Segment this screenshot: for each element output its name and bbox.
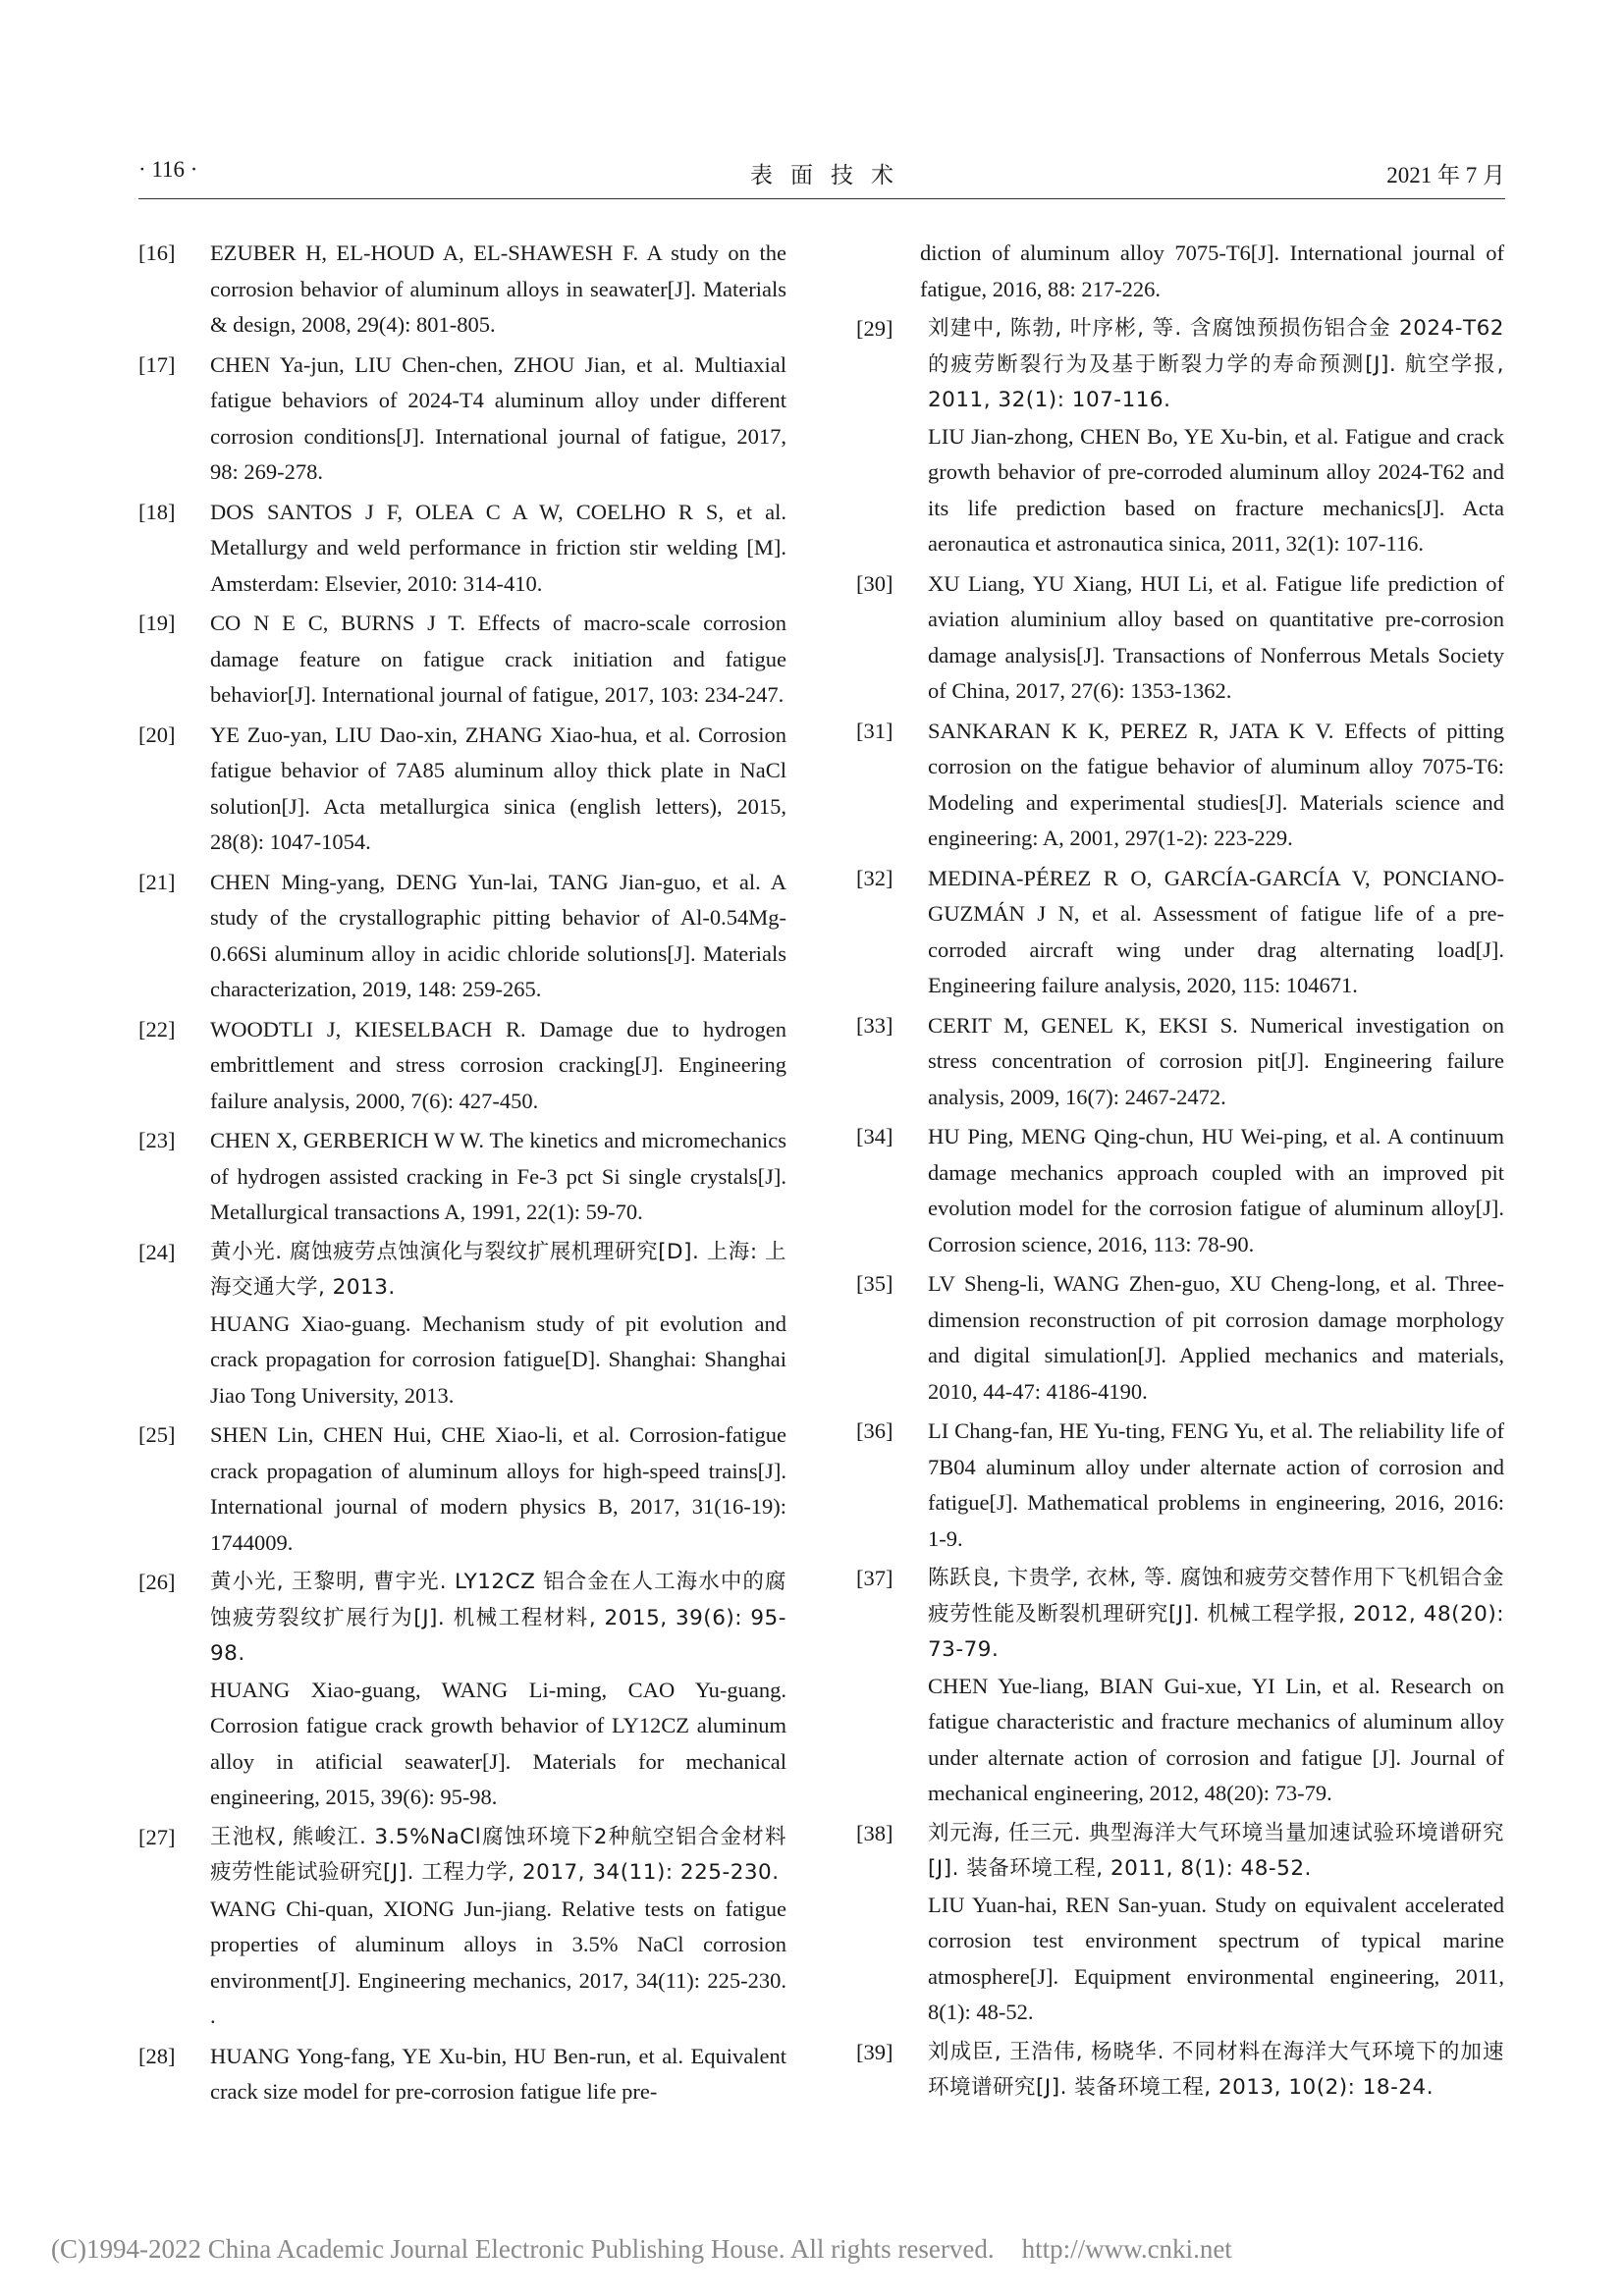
reference-text: LI Chang-fan, HE Yu-ting, FENG Yu, et al. The reliability life of 7B04 aluminum alloy under alternate action of corrosion and fatigue[J]. Mathematical problems in engineering, 2016, 2016: 1-9.: [928, 1418, 1504, 1551]
reference-entry: [138, 606, 786, 714]
reference-entry: [856, 1561, 1504, 1812]
reference-number: [19]: [138, 611, 176, 635]
reference-text: DOS SANTOS J F, OLEA C A W, COELHO R S, et al. Metallurgy and weld performance in friction stir welding [M]. Amsterdam: Elsevier, 2010: 314-410.: [210, 499, 786, 596]
reference-number: [36]: [856, 1418, 893, 1443]
reference-column-right: [856, 236, 1504, 2110]
copyright-notice: (C)1994-2022 China Academic Journal Electronic Publishing House. All rights reserved.: [51, 2234, 995, 2264]
reference-entry: [138, 1012, 786, 1120]
page-footer: [51, 2234, 1232, 2265]
reference-entry: [138, 1565, 786, 1816]
reference-entry: [138, 718, 786, 861]
reference-number: [22]: [138, 1016, 176, 1041]
reference-text-chinese: 黄小光. 腐蚀疲劳点蚀演化与裂纹扩展机理研究[D]. 上海: 上海交通大学, 2013.: [210, 1239, 786, 1300]
reference-text-chinese: 黄小光, 王黎明, 曹宇光. LY12CZ 铝合金在人工海水中的腐蚀疲劳裂纹扩展行为[J]. 机械工程材料, 2015, 39(6): 95-98.: [210, 1570, 786, 1666]
reference-number: [17]: [138, 351, 176, 377]
issue-date: 2021 年 7 月: [1386, 163, 1505, 187]
reference-number: [28]: [138, 2043, 176, 2068]
reference-entry: [856, 861, 1504, 1004]
reference-number: [24]: [138, 1239, 176, 1264]
reference-number: [18]: [138, 499, 176, 524]
reference-text: SANKARAN K K, PEREZ R, JATA K V. Effects of pitting corrosion on the fatigue behavior of aluminum alloy 7075-T6: Modeling and experimental studies[J]. Materials science and engineering: A, 2001, 297(1-2): 223-229.: [928, 718, 1504, 850]
reference-number: [35]: [856, 1271, 893, 1296]
reference-text: HUANG Xiao-guang. Mechanism study of pit evolution and crack propagation for corrosion fatigue[D]. Shanghai: Shanghai Jiao Tong University, 2013.: [210, 1310, 786, 1408]
reference-entry: [856, 1816, 1504, 2031]
reference-number: [20]: [138, 721, 176, 747]
reference-text: CHEN Ming-yang, DENG Yun-lai, TANG Jian-guo, et al. A study of the crystallographic pitting behavior of Al-0.54Mg-0.66Si aluminum alloy in acidic chloride solutions[J]. Materials characterization, 2019, 148: 259-265.: [210, 869, 786, 1001]
reference-entry: [138, 236, 786, 344]
reference-number: [39]: [856, 2039, 893, 2064]
reference-entry: [856, 311, 1504, 562]
reference-entry: [138, 1417, 786, 1561]
reference-entry: [138, 347, 786, 491]
reference-entry: [856, 1119, 1504, 1262]
page-header: [138, 157, 1505, 196]
reference-entry: [856, 236, 1504, 307]
reference-number: [34]: [856, 1124, 893, 1148]
reference-entry: [856, 714, 1504, 857]
reference-entry: [856, 1414, 1504, 1557]
reference-number: [32]: [856, 865, 893, 890]
reference-entry: [138, 1123, 786, 1231]
reference-number: [37]: [856, 1566, 893, 1590]
reference-text: CHEN Yue-liang, BIAN Gui-xue, YI Lin, et al. Research on fatigue characteristic and fracture mechanics of aluminum alloy under alternate action of corrosion and fatigue [J]. Journal of mechanical engineering, 2012, 48(20): 73-79.: [928, 1673, 1504, 1805]
reference-text-chinese: 刘元海, 任三元. 典型海洋大气环境当量加速试验环境谱研究[J]. 装备环境工程, 2011, 8(1): 48-52.: [928, 1820, 1504, 1881]
reference-text: SHEN Lin, CHEN Hui, CHE Xiao-li, et al. Corrosion-fatigue crack propagation of aluminum alloys for high-speed trains[J]. International journal of modern physics B, 2017, 31(16-19): 1744009.: [210, 1422, 786, 1555]
reference-number: [21]: [138, 869, 176, 894]
reference-text: CERIT M, GENEL K, EKSI S. Numerical investigation on stress concentration of corrosion pit[J]. Engineering failure analysis, 2009, 16(7): 2467-2472.: [928, 1012, 1504, 1109]
reference-entry: [856, 1008, 1504, 1116]
reference-text-chinese: 王池权, 熊峻江. 3.5%NaCl腐蚀环境下2种航空铝合金材料疲劳性能试验研究[J]. 工程力学, 2017, 34(11): 225-230.: [210, 1824, 786, 1885]
reference-number: [26]: [138, 1570, 176, 1594]
reference-text: CHEN Ya-jun, LIU Chen-chen, ZHOU Jian, et al. Multiaxial fatigue behaviors of 2024-T4 aluminum alloy under different corrosion conditions[J]. International journal of fatigue, 2017, 98: 269-278.: [210, 351, 786, 484]
reference-text: HUANG Xiao-guang, WANG Li-ming, CAO Yu-guang. Corrosion fatigue crack growth behavior of LY12CZ aluminum alloy in atificial seawater[J]. Materials for mechanical engineering, 2015, 39(6): 95-98.: [210, 1677, 786, 1809]
reference-entry: [138, 1820, 786, 2035]
reference-text: CHEN X, GERBERICH W W. The kinetics and micromechanics of hydrogen assisted cracking in Fe-3 pct Si single crystals[J]. Metallurgical transactions A, 1991, 22(1): 59-70.: [210, 1128, 786, 1224]
reference-text-chinese: 刘建中, 陈勃, 叶序彬, 等. 含腐蚀预损伤铝合金 2024-T62 的疲劳断裂行为及基于断裂力学的寿命预测[J]. 航空学报, 2011, 32(1): 107-116.: [928, 316, 1504, 412]
reference-text: LV Sheng-li, WANG Zhen-guo, XU Cheng-long, et al. Three-dimension reconstruction of pit corrosion damage morphology and digital simulation[J]. Applied mechanics and materials, 2010, 44-47: 4186-4190.: [928, 1271, 1504, 1404]
reference-number: [33]: [856, 1012, 893, 1038]
reference-number: [27]: [138, 1824, 176, 1849]
reference-number: [38]: [856, 1820, 893, 1845]
reference-number: [30]: [856, 570, 893, 596]
reference-text: WANG Chi-quan, XIONG Jun-jiang. Relative tests on fatigue properties of aluminum alloys in 3.5% NaCl corrosion environment[J]. Engineering mechanics, 2017, 34(11): 225-230. .: [210, 1896, 786, 2028]
reference-text: EZUBER H, EL-HOUD A, EL-SHAWESH F. A study on the corrosion behavior of aluminum alloys in seawater[J]. Materials & design, 2008, 29(4): 801-805.: [210, 240, 786, 337]
reference-text: LIU Yuan-hai, REN San-yuan. Study on equivalent accelerated corrosion test environment spectrum of typical marine atmosphere[J]. Equipment environmental engineering, 2011, 8(1): 48-52.: [928, 1892, 1504, 2024]
reference-text: YE Zuo-yan, LIU Dao-xin, ZHANG Xiao-hua, et al. Corrosion fatigue behavior of 7A85 aluminum alloy thick plate in NaCl solution[J]. Acta metallurgica sinica (english letters), 2015, 28(8): 1047-1054.: [210, 721, 786, 854]
reference-text: CO N E C, BURNS J T. Effects of macro-scale corrosion damage feature on fatigue crack initiation and fatigue behavior[J]. International journal of fatigue, 2017, 103: 234-247.: [210, 611, 786, 707]
reference-text: MEDINA-PÉREZ R O, GARCÍA-GARCÍA V, PONCIANO-GUZMÁN J N, et al. Assessment of fatigue life of a pre-corroded aircraft wing under drag alternating load[J]. Engineering failure analysis, 2020, 115: 104671.: [928, 865, 1504, 997]
reference-text: LIU Jian-zhong, CHEN Bo, YE Xu-bin, et al. Fatigue and crack growth behavior of pre-corroded aluminum alloy 2024-T62 and its life prediction based on fracture mechanics[J]. Acta aeronautica et astronautica sinica, 2011, 32(1): 107-116.: [928, 423, 1504, 556]
reference-number: [29]: [856, 316, 893, 341]
reference-text: WOODTLI J, KIESELBACH R. Damage due to hydrogen embrittlement and stress corrosion cracking[J]. Engineering failure analysis, 2000, 7(6): 427-450.: [210, 1016, 786, 1113]
reference-number: [31]: [856, 718, 893, 743]
reference-text: HUANG Yong-fang, YE Xu-bin, HU Ben-run, et al. Equivalent crack size model for pre-corrosion fatigue life pre-: [210, 2043, 786, 2104]
footer-url[interactable]: http://www.cnki.net: [1021, 2234, 1232, 2264]
reference-entry: [138, 495, 786, 603]
reference-number: [16]: [138, 240, 176, 265]
reference-text-chinese: 刘成臣, 王浩伟, 杨晓华. 不同材料在海洋大气环境下的加速环境谱研究[J]. 装备环境工程, 2013, 10(2): 18-24.: [928, 2039, 1504, 2100]
reference-text-chinese: 陈跃良, 卞贵学, 衣林, 等. 腐蚀和疲劳交替作用下飞机铝合金疲劳性能及断裂机理研究[J]. 机械工程学报, 2012, 48(20): 73-79.: [928, 1566, 1504, 1662]
reference-text: diction of aluminum alloy 7075-T6[J]. International journal of fatigue, 2016, 88: 217-226.: [920, 240, 1504, 301]
page-number: · 116 ·: [138, 157, 198, 182]
reference-entry: [138, 865, 786, 1008]
reference-number: [23]: [138, 1128, 176, 1152]
reference-entry: [138, 1235, 786, 1415]
reference-text: XU Liang, YU Xiang, HUI Li, et al. Fatigue life prediction of aviation aluminium alloy based on quantitative pre-corrosion damage analysis[J]. Transactions of Nonferrous Metals Society of China, 2017, 27(6): 1353-1362.: [928, 570, 1504, 703]
reference-entry: [856, 1266, 1504, 1410]
reference-entry: [138, 2039, 786, 2110]
reference-entry: [856, 566, 1504, 710]
reference-entry: [856, 2035, 1504, 2107]
journal-title: 表面技术: [750, 163, 911, 187]
header-divider: [138, 198, 1505, 199]
reference-text: HU Ping, MENG Qing-chun, HU Wei-ping, et al. A continuum damage mechanics approach coupled with an improved pit evolution model for the corrosion fatigue of aluminum alloy[J]. Corrosion science, 2016, 113: 78-90.: [928, 1124, 1504, 1256]
reference-number: [25]: [138, 1422, 176, 1447]
reference-column-left: [138, 236, 786, 2114]
